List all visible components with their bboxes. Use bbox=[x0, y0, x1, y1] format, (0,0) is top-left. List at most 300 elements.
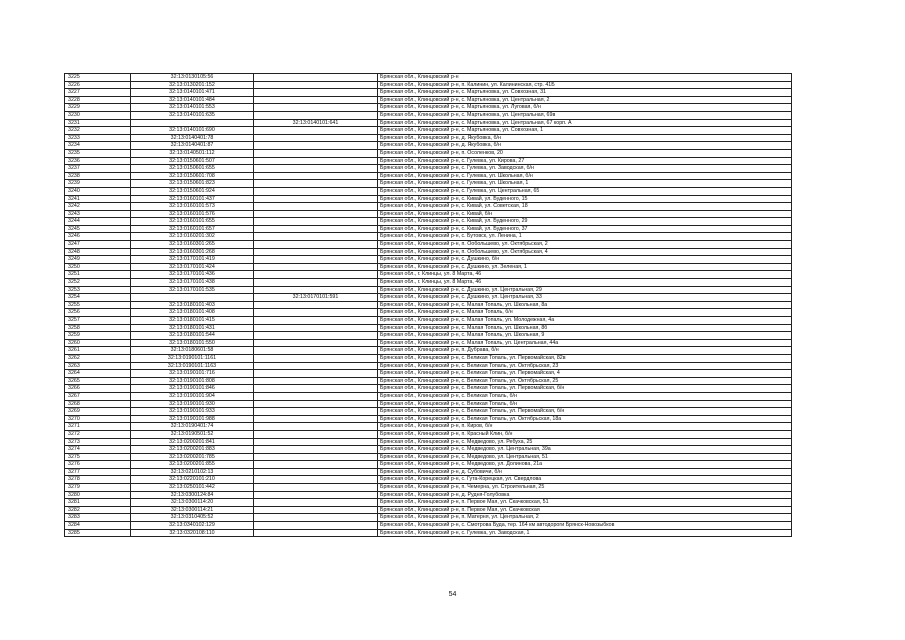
cadastral-number-cell: 32:13:0170101:438 bbox=[131, 279, 254, 287]
table-row bbox=[65, 119, 792, 127]
address-cell: Брянская обл., Клинцовский р-н, с. Мартьяновка, ул. Центральная, 67 корп. А bbox=[378, 119, 792, 127]
table-row bbox=[65, 210, 792, 218]
address-cell: Брянская обл., Клинцовский р-н, с. Малая Топаль, ул. Молодежная, 4а bbox=[378, 317, 792, 325]
row-number-cell: 3237 bbox=[65, 165, 131, 173]
cadastral-number-alt-cell bbox=[254, 111, 378, 119]
cadastral-number-cell bbox=[131, 119, 254, 127]
cadastral-number-alt-cell bbox=[254, 453, 378, 461]
address-cell: Брянская обл., Клинцовский р-н, с. Гулевка, ул. Центральная, 65 bbox=[378, 187, 792, 195]
row-number-cell: 3269 bbox=[65, 408, 131, 416]
address-cell: Брянская обл., Клинцовский р-н, п. Ообольшево, ул. Октябрьская, 4 bbox=[378, 248, 792, 256]
address-cell: Брянская обл., Клинцовский р-н, с. Кивай, ул. Буденного, 29 bbox=[378, 218, 792, 226]
table-row bbox=[65, 294, 792, 302]
table-row bbox=[65, 491, 792, 499]
address-cell: Брянская обл., Клинцовский р-н, п. Ообольшево, ул. Октябрьская, 2 bbox=[378, 241, 792, 249]
address-cell: Брянская обл., Клинцовский р-н, с. Малая Топаль, ул. Школьная, 8б bbox=[378, 324, 792, 332]
row-number-cell: 3281 bbox=[65, 499, 131, 507]
cadastral-number-alt-cell bbox=[254, 339, 378, 347]
row-number-cell: 3284 bbox=[65, 522, 131, 530]
table-row bbox=[65, 96, 792, 104]
cadastral-number-alt-cell bbox=[254, 332, 378, 340]
row-number-cell: 3247 bbox=[65, 241, 131, 249]
table-row bbox=[65, 89, 792, 97]
address-cell: Брянская обл., Клинцовский р-н, с. Великая Топаль, ул. Первомайская, б/н bbox=[378, 408, 792, 416]
cadastral-number-cell: 32:13:0190401:74 bbox=[131, 423, 254, 431]
cadastral-number-alt-cell bbox=[254, 506, 378, 514]
table-row bbox=[65, 453, 792, 461]
row-number-cell: 3248 bbox=[65, 248, 131, 256]
address-cell: Брянская обл., Клинцовский р-н, с. Великая Топаль, ул. Октябрьская, 25 bbox=[378, 377, 792, 385]
address-cell: Брянская обл., г. Клинцы, ул. 8 Марта, 46 bbox=[378, 271, 792, 279]
cadastral-number-alt-cell bbox=[254, 256, 378, 264]
row-number-cell: 3259 bbox=[65, 332, 131, 340]
table-row bbox=[65, 157, 792, 165]
cadastral-number-cell: 32:13:0190101:846 bbox=[131, 385, 254, 393]
table-row bbox=[65, 195, 792, 203]
row-number-cell: 3282 bbox=[65, 506, 131, 514]
cadastral-number-alt-cell bbox=[254, 499, 378, 507]
address-cell: Брянская обл., Клинцовский р-н, с. Гулевка, ул. Кирова, 27 bbox=[378, 157, 792, 165]
cadastral-number-cell: 32:13:0180101:415 bbox=[131, 317, 254, 325]
row-number-cell: 3232 bbox=[65, 127, 131, 135]
cadastral-number-alt-cell bbox=[254, 514, 378, 522]
cadastral-number-alt-cell bbox=[254, 392, 378, 400]
row-number-cell: 3241 bbox=[65, 195, 131, 203]
row-number-cell: 3226 bbox=[65, 81, 131, 89]
cadastral-number-cell: 32:13:0160301:265 bbox=[131, 241, 254, 249]
cadastral-number-cell: 32:13:0160201:302 bbox=[131, 233, 254, 241]
cadastral-number-alt-cell bbox=[254, 225, 378, 233]
address-cell: Брянская обл., Клинцовский р-н, д. Субовичи, б/н bbox=[378, 468, 792, 476]
address-cell: Брянская обл., Клинцовский р-н, с. Бутовск, ул. Ленина, 1 bbox=[378, 233, 792, 241]
table-row bbox=[65, 514, 792, 522]
address-cell: Брянская обл., Клинцовский р-н, с. Великая Топаль, ул. Октябрьская, 23 bbox=[378, 362, 792, 370]
address-cell: Брянская обл., Клинцовский р-н, с. Великая Топаль, ул. Первомайская, 82в bbox=[378, 354, 792, 362]
cadastral-number-cell: 32:13:0130105:56 bbox=[131, 74, 254, 82]
table-row bbox=[65, 81, 792, 89]
row-number-cell: 3252 bbox=[65, 279, 131, 287]
row-number-cell: 3258 bbox=[65, 324, 131, 332]
cadastral-number-alt-cell bbox=[254, 529, 378, 537]
cadastral-number-cell: 32:13:0170101:419 bbox=[131, 256, 254, 264]
cadastral-number-cell: 32:13:0180601:58 bbox=[131, 347, 254, 355]
cadastral-number-cell: 32:13:0150601:823 bbox=[131, 180, 254, 188]
cadastral-number-cell: 32:13:0150601:924 bbox=[131, 187, 254, 195]
address-cell: Брянская обл., Клинцовский р-н, с. Гулевка, ул. Школьная, б/н bbox=[378, 172, 792, 180]
cadastral-number-cell: 32:13:0250101:442 bbox=[131, 484, 254, 492]
table-row bbox=[65, 127, 792, 135]
cadastral-number-alt-cell bbox=[254, 317, 378, 325]
address-cell: Брянская обл., Клинцовский р-н, с. Душкино, ул. Центральная, 29 bbox=[378, 286, 792, 294]
table-row bbox=[65, 187, 792, 195]
table-row bbox=[65, 248, 792, 256]
address-cell: Брянская обл., Клинцовский р-н, с. Медведово, ул. Долинова, 21а bbox=[378, 461, 792, 469]
row-number-cell: 3268 bbox=[65, 400, 131, 408]
cadastral-number-alt-cell bbox=[254, 172, 378, 180]
address-cell: Брянская обл., Клинцовский р-н, п. Первое Мая, ул. Скачковская bbox=[378, 506, 792, 514]
row-number-cell: 3253 bbox=[65, 286, 131, 294]
table-row bbox=[65, 499, 792, 507]
row-number-cell: 3270 bbox=[65, 415, 131, 423]
row-number-cell: 3234 bbox=[65, 142, 131, 150]
address-cell: Брянская обл., Клинцовский р-н, п. Первое Мая, ул. Скачковская, 51 bbox=[378, 499, 792, 507]
row-number-cell: 3249 bbox=[65, 256, 131, 264]
row-number-cell: 3229 bbox=[65, 104, 131, 112]
table-row bbox=[65, 225, 792, 233]
cadastral-number-alt-cell bbox=[254, 309, 378, 317]
cadastral-number-cell: 32:13:0180101:431 bbox=[131, 324, 254, 332]
address-cell: Брянская обл., Клинцовский р-н, с. Малая Топаль, б/н bbox=[378, 309, 792, 317]
address-cell: Брянская обл., Клинцовский р-н, с. Малая Топаль, ул. Центральная, 44а bbox=[378, 339, 792, 347]
cadastral-number-alt-cell bbox=[254, 89, 378, 97]
cadastral-number-alt-cell bbox=[254, 286, 378, 294]
cadastral-number-alt-cell bbox=[254, 385, 378, 393]
cadastral-number-alt-cell bbox=[254, 347, 378, 355]
row-number-cell: 3246 bbox=[65, 233, 131, 241]
address-cell: Брянская обл., Клинцовский р-н, с. Душкино, ул. Центральная, 33 bbox=[378, 294, 792, 302]
table-row bbox=[65, 446, 792, 454]
cadastral-number-alt-cell bbox=[254, 400, 378, 408]
table-row bbox=[65, 301, 792, 309]
table-row bbox=[65, 339, 792, 347]
cadastral-number-alt-cell bbox=[254, 81, 378, 89]
table-row bbox=[65, 271, 792, 279]
address-cell: Брянская обл., Клинцовский р-н, с. Малая Топаль, ул. Школьная, 8а bbox=[378, 301, 792, 309]
table-row bbox=[65, 241, 792, 249]
row-number-cell: 3245 bbox=[65, 225, 131, 233]
cadastral-number-alt-cell bbox=[254, 377, 378, 385]
address-cell: Брянская обл., Клинцовский р-н, с. Великая Топаль, ул. Первомайская, 4 bbox=[378, 370, 792, 378]
table-row bbox=[65, 142, 792, 150]
row-number-cell: 3250 bbox=[65, 263, 131, 271]
cadastral-number-cell: 32:13:0160101:657 bbox=[131, 225, 254, 233]
address-cell: Брянская обл., Клинцовский р-н bbox=[378, 74, 792, 82]
cadastral-number-cell: 32:13:0180101:403 bbox=[131, 301, 254, 309]
cadastral-number-cell: 32:13:0190101:988 bbox=[131, 415, 254, 423]
address-cell: Брянская обл., Клинцовский р-н, с. Гута-Корецкая, ул. Свердлова bbox=[378, 476, 792, 484]
cadastral-number-cell: 32:13:0140101:635 bbox=[131, 111, 254, 119]
row-number-cell: 3271 bbox=[65, 423, 131, 431]
table-row bbox=[65, 165, 792, 173]
row-number-cell: 3274 bbox=[65, 446, 131, 454]
cadastral-number-alt-cell bbox=[254, 354, 378, 362]
address-cell: Брянская обл., Клинцовский р-н, с. Душкино, ул. Зеленая, 1 bbox=[378, 263, 792, 271]
cadastral-number-cell: 32:13:0140401:78 bbox=[131, 134, 254, 142]
table-row bbox=[65, 392, 792, 400]
cadastral-number-alt-cell bbox=[254, 271, 378, 279]
row-number-cell: 3236 bbox=[65, 157, 131, 165]
table-row bbox=[65, 74, 792, 82]
cadastral-number-cell: 32:13:0200201:785 bbox=[131, 453, 254, 461]
cadastral-number-alt-cell bbox=[254, 438, 378, 446]
table-row bbox=[65, 385, 792, 393]
cadastral-number-cell: 32:13:0220101:210 bbox=[131, 476, 254, 484]
cadastral-number-cell: 32:13:0180101:544 bbox=[131, 332, 254, 340]
address-cell: Брянская обл., Клинцовский р-н, п. Калинин, ул. Калининская, стр. 41Б bbox=[378, 81, 792, 89]
cadastral-number-cell: 32:13:0160101:437 bbox=[131, 195, 254, 203]
address-cell: Брянская обл., Клинцовский р-н, д. Якубовка, б/н bbox=[378, 142, 792, 150]
cadastral-number-cell: 32:13:0310405:52 bbox=[131, 514, 254, 522]
address-cell: Брянская обл., Клинцовский р-н, п. Матерня, ул. Центральная, 2 bbox=[378, 514, 792, 522]
address-cell: Брянская обл., Клинцовский р-н, п. Осоленков, 20 bbox=[378, 149, 792, 157]
document-table bbox=[64, 73, 792, 537]
table-row bbox=[65, 370, 792, 378]
cadastral-number-cell: 32:13:0180101:408 bbox=[131, 309, 254, 317]
row-number-cell: 3275 bbox=[65, 453, 131, 461]
row-number-cell: 3277 bbox=[65, 468, 131, 476]
cadastral-number-cell: 32:13:0140501:112 bbox=[131, 149, 254, 157]
row-number-cell: 3272 bbox=[65, 430, 131, 438]
cadastral-number-alt-cell bbox=[254, 522, 378, 530]
table-row bbox=[65, 347, 792, 355]
cadastral-number-cell: 32:13:0140101:484 bbox=[131, 96, 254, 104]
cadastral-number-cell: 32:13:0180101:550 bbox=[131, 339, 254, 347]
page-number: 54 bbox=[448, 591, 457, 598]
table-row bbox=[65, 415, 792, 423]
cadastral-number-alt-cell bbox=[254, 484, 378, 492]
cadastral-number-cell: 32:13:0190101:808 bbox=[131, 377, 254, 385]
cadastral-number-alt-cell bbox=[254, 180, 378, 188]
cadastral-number-cell: 32:13:0140101:471 bbox=[131, 89, 254, 97]
table-row bbox=[65, 332, 792, 340]
row-number-cell: 3261 bbox=[65, 347, 131, 355]
address-cell: Брянская обл., Клинцовский р-н, с. Кивай, ул. Буденного, 37 bbox=[378, 225, 792, 233]
table-row bbox=[65, 263, 792, 271]
table-row bbox=[65, 522, 792, 530]
row-number-cell: 3256 bbox=[65, 309, 131, 317]
cadastral-number-alt-cell bbox=[254, 324, 378, 332]
address-cell: Брянская обл., Клинцовский р-н, с. Великая Топаль, ул. Октябрьская, 18а bbox=[378, 415, 792, 423]
cadastral-number-alt-cell bbox=[254, 195, 378, 203]
cadastral-number-alt-cell bbox=[254, 149, 378, 157]
cadastral-number-cell: 32:13:0170101:424 bbox=[131, 263, 254, 271]
table-row bbox=[65, 468, 792, 476]
table-row bbox=[65, 256, 792, 264]
cadastral-number-alt-cell bbox=[254, 157, 378, 165]
table-row bbox=[65, 203, 792, 211]
cadastral-number-alt-cell bbox=[254, 446, 378, 454]
cadastral-number-cell: 32:13:0150601:708 bbox=[131, 172, 254, 180]
row-number-cell: 3262 bbox=[65, 354, 131, 362]
row-number-cell: 3255 bbox=[65, 301, 131, 309]
row-number-cell: 3233 bbox=[65, 134, 131, 142]
row-number-cell: 3244 bbox=[65, 218, 131, 226]
address-cell: Брянская обл., Клинцовский р-н, п. Красный Клин, б/н bbox=[378, 430, 792, 438]
address-cell: Брянская обл., Клинцовский р-н, с. Кивай, ул. Буденного, 15 bbox=[378, 195, 792, 203]
table-row bbox=[65, 430, 792, 438]
row-number-cell: 3264 bbox=[65, 370, 131, 378]
row-number-cell: 3227 bbox=[65, 89, 131, 97]
table-row bbox=[65, 476, 792, 484]
address-cell: Брянская обл., Клинцовский р-н, с. Мартьяновка, ул. Совхозная, 31 bbox=[378, 89, 792, 97]
row-number-cell: 3235 bbox=[65, 149, 131, 157]
row-number-cell: 3242 bbox=[65, 203, 131, 211]
cadastral-number-cell: 32:13:0210102:13 bbox=[131, 468, 254, 476]
address-cell: Брянская обл., Клинцовский р-н, с. Мартьяновка, ул. Совхозная, 1 bbox=[378, 127, 792, 135]
cadastral-number-cell: 32:13:0300124:84 bbox=[131, 491, 254, 499]
address-cell: Брянская обл., Клинцовский р-н, с. Кивай, б/н bbox=[378, 210, 792, 218]
table-row bbox=[65, 400, 792, 408]
address-cell: Брянская обл., Клинцовский р-н, с. Гулевка, ул. Заводская, 1 bbox=[378, 529, 792, 537]
row-number-cell: 3265 bbox=[65, 377, 131, 385]
table-row bbox=[65, 286, 792, 294]
cadastral-number-cell: 32:13:0300114:20 bbox=[131, 499, 254, 507]
cadastral-number-alt-cell bbox=[254, 218, 378, 226]
cadastral-number-cell: 32:13:0140101:690 bbox=[131, 127, 254, 135]
row-number-cell: 3278 bbox=[65, 476, 131, 484]
cadastral-number-cell: 32:13:0150601:507 bbox=[131, 157, 254, 165]
cadastral-number-alt-cell bbox=[254, 362, 378, 370]
row-number-cell: 3240 bbox=[65, 187, 131, 195]
cadastral-number-cell: 32:13:0190101:930 bbox=[131, 400, 254, 408]
cadastral-number-cell: 32:13:0190501:52 bbox=[131, 430, 254, 438]
cadastral-number-cell bbox=[131, 294, 254, 302]
cadastral-number-cell: 32:13:0140101:553 bbox=[131, 104, 254, 112]
table-row bbox=[65, 377, 792, 385]
table-row bbox=[65, 233, 792, 241]
cadastral-number-alt-cell bbox=[254, 248, 378, 256]
table-row bbox=[65, 461, 792, 469]
cadastral-number-cell: 32:13:0130201:152 bbox=[131, 81, 254, 89]
address-cell: Брянская обл., Клинцовский р-н, д. Якубовка, б/н bbox=[378, 134, 792, 142]
cadastral-number-cell: 32:13:0340102:129 bbox=[131, 522, 254, 530]
row-number-cell: 3260 bbox=[65, 339, 131, 347]
address-cell: Брянская обл., Клинцовский р-н, с. Гулевка, ул. Заводская, б/н bbox=[378, 165, 792, 173]
cadastral-number-alt-cell bbox=[254, 430, 378, 438]
cadastral-number-alt-cell bbox=[254, 461, 378, 469]
cadastral-number-cell: 32:13:0300114:21 bbox=[131, 506, 254, 514]
row-number-cell: 3267 bbox=[65, 392, 131, 400]
cadastral-number-alt-cell: 32:13:0170101:591 bbox=[254, 294, 378, 302]
row-number-cell: 3225 bbox=[65, 74, 131, 82]
cadastral-number-cell: 32:13:0160101:573 bbox=[131, 203, 254, 211]
table-body bbox=[65, 74, 792, 537]
cadastral-number-cell: 32:13:0170101:535 bbox=[131, 286, 254, 294]
cadastral-number-alt-cell bbox=[254, 233, 378, 241]
address-cell: Брянская обл., Клинцовский р-н, п. Киров, б/н bbox=[378, 423, 792, 431]
cadastral-number-alt-cell bbox=[254, 96, 378, 104]
row-number-cell: 3263 bbox=[65, 362, 131, 370]
address-cell: Брянская обл., Клинцовский р-н, с. Медведово, ул. Центральная, 51 bbox=[378, 453, 792, 461]
address-cell: Брянская обл., Клинцовский р-н, с. Кивай, ул. Советская, 18 bbox=[378, 203, 792, 211]
cadastral-number-alt-cell bbox=[254, 468, 378, 476]
table-row bbox=[65, 506, 792, 514]
table-row bbox=[65, 309, 792, 317]
address-cell: Брянская обл., Клинцовский р-н, с. Мартьяновка, ул. Центральная, 69в bbox=[378, 111, 792, 119]
row-number-cell: 3238 bbox=[65, 172, 131, 180]
row-number-cell: 3257 bbox=[65, 317, 131, 325]
cadastral-number-alt-cell bbox=[254, 203, 378, 211]
address-cell: Брянская обл., Клинцовский р-н, с. Смотрова Буда, тер. 164 км автодороги Брянск-Новозыбков bbox=[378, 522, 792, 530]
cadastral-number-alt-cell bbox=[254, 187, 378, 195]
cadastral-number-cell: 32:13:0200201:883 bbox=[131, 446, 254, 454]
cadastral-number-alt-cell bbox=[254, 370, 378, 378]
row-number-cell: 3251 bbox=[65, 271, 131, 279]
address-cell: Брянская обл., Клинцовский р-н, с. Душкино, б/н bbox=[378, 256, 792, 264]
cadastral-number-cell: 32:13:0190101:904 bbox=[131, 392, 254, 400]
cadastral-number-cell: 32:13:0190101:933 bbox=[131, 408, 254, 416]
cadastral-number-cell: 32:13:0190101:1163 bbox=[131, 362, 254, 370]
row-number-cell: 3285 bbox=[65, 529, 131, 537]
table-row bbox=[65, 423, 792, 431]
address-cell: Брянская обл., Клинцовский р-н, п. Дубрава, б/н bbox=[378, 347, 792, 355]
table-row bbox=[65, 279, 792, 287]
cadastral-number-alt-cell bbox=[254, 241, 378, 249]
cadastral-number-alt-cell bbox=[254, 476, 378, 484]
address-cell: Брянская обл., Клинцовский р-н, д. Рудня-Голубовка bbox=[378, 491, 792, 499]
address-cell: Брянская обл., Клинцовский р-н, п. Чемерна, ул. Строительная, 25 bbox=[378, 484, 792, 492]
cadastral-number-alt-cell bbox=[254, 165, 378, 173]
row-number-cell: 3276 bbox=[65, 461, 131, 469]
row-number-cell: 3254 bbox=[65, 294, 131, 302]
cadastral-number-alt-cell bbox=[254, 127, 378, 135]
cadastral-number-alt-cell bbox=[254, 74, 378, 82]
cadastral-number-alt-cell bbox=[254, 104, 378, 112]
table-row bbox=[65, 529, 792, 537]
table-row bbox=[65, 180, 792, 188]
address-cell: Брянская обл., Клинцовский р-н, с. Медведово, ул. Ребуха, 25 bbox=[378, 438, 792, 446]
address-cell: Брянская обл., Клинцовский р-н, с. Медведово, ул. Центральная, 39а bbox=[378, 446, 792, 454]
cadastral-number-alt-cell bbox=[254, 263, 378, 271]
table-row bbox=[65, 362, 792, 370]
cadastral-number-alt-cell bbox=[254, 279, 378, 287]
row-number-cell: 3266 bbox=[65, 385, 131, 393]
address-cell: Брянская обл., г. Клинцы, ул. 8 Марта, 46 bbox=[378, 279, 792, 287]
table-row bbox=[65, 149, 792, 157]
row-number-cell: 3243 bbox=[65, 210, 131, 218]
cadastral-number-alt-cell bbox=[254, 210, 378, 218]
address-cell: Брянская обл., Клинцовский р-н, с. Великая Топаль, ул. Первомайская, б/н bbox=[378, 385, 792, 393]
row-number-cell: 3273 bbox=[65, 438, 131, 446]
cadastral-number-alt-cell bbox=[254, 142, 378, 150]
cadastral-number-cell: 32:13:0150601:655 bbox=[131, 165, 254, 173]
table-row bbox=[65, 438, 792, 446]
cadastral-number-alt-cell bbox=[254, 408, 378, 416]
address-cell: Брянская обл., Клинцовский р-н, с. Мартьяновка, ул. Луговая, б/н bbox=[378, 104, 792, 112]
cadastral-number-cell: 32:13:0190101:716 bbox=[131, 370, 254, 378]
table-row bbox=[65, 484, 792, 492]
address-cell: Брянская обл., Клинцовский р-н, с. Великая Топаль, б/н bbox=[378, 400, 792, 408]
address-cell: Брянская обл., Клинцовский р-н, с. Великая Топаль, б/н bbox=[378, 392, 792, 400]
cadastral-number-cell: 32:13:0160101:576 bbox=[131, 210, 254, 218]
cadastral-number-cell: 32:13:0140401:87 bbox=[131, 142, 254, 150]
table-row bbox=[65, 354, 792, 362]
cadastral-number-cell: 32:13:0200201:841 bbox=[131, 438, 254, 446]
cadastral-number-cell: 32:13:0200201:855 bbox=[131, 461, 254, 469]
row-number-cell: 3280 bbox=[65, 491, 131, 499]
address-cell: Брянская обл., Клинцовский р-н, с. Гулевка, ул. Школьная, 1 bbox=[378, 180, 792, 188]
cadastral-number-cell: 32:13:0160101:655 bbox=[131, 218, 254, 226]
row-number-cell: 3228 bbox=[65, 96, 131, 104]
cadastral-number-cell: 32:13:0160301:268 bbox=[131, 248, 254, 256]
row-number-cell: 3283 bbox=[65, 514, 131, 522]
table-row bbox=[65, 172, 792, 180]
table-row bbox=[65, 324, 792, 332]
table-row bbox=[65, 104, 792, 112]
table-row bbox=[65, 134, 792, 142]
cadastral-number-cell: 32:13:0170101:436 bbox=[131, 271, 254, 279]
cadastral-number-alt-cell bbox=[254, 423, 378, 431]
row-number-cell: 3231 bbox=[65, 119, 131, 127]
row-number-cell: 3279 bbox=[65, 484, 131, 492]
table-row bbox=[65, 317, 792, 325]
cadastral-number-alt-cell bbox=[254, 491, 378, 499]
table-row bbox=[65, 111, 792, 119]
cadastral-number-cell: 32:13:0320108:110 bbox=[131, 529, 254, 537]
cadastral-number-alt-cell bbox=[254, 415, 378, 423]
cadastral-number-cell: 32:13:0190101:1161 bbox=[131, 354, 254, 362]
row-number-cell: 3230 bbox=[65, 111, 131, 119]
